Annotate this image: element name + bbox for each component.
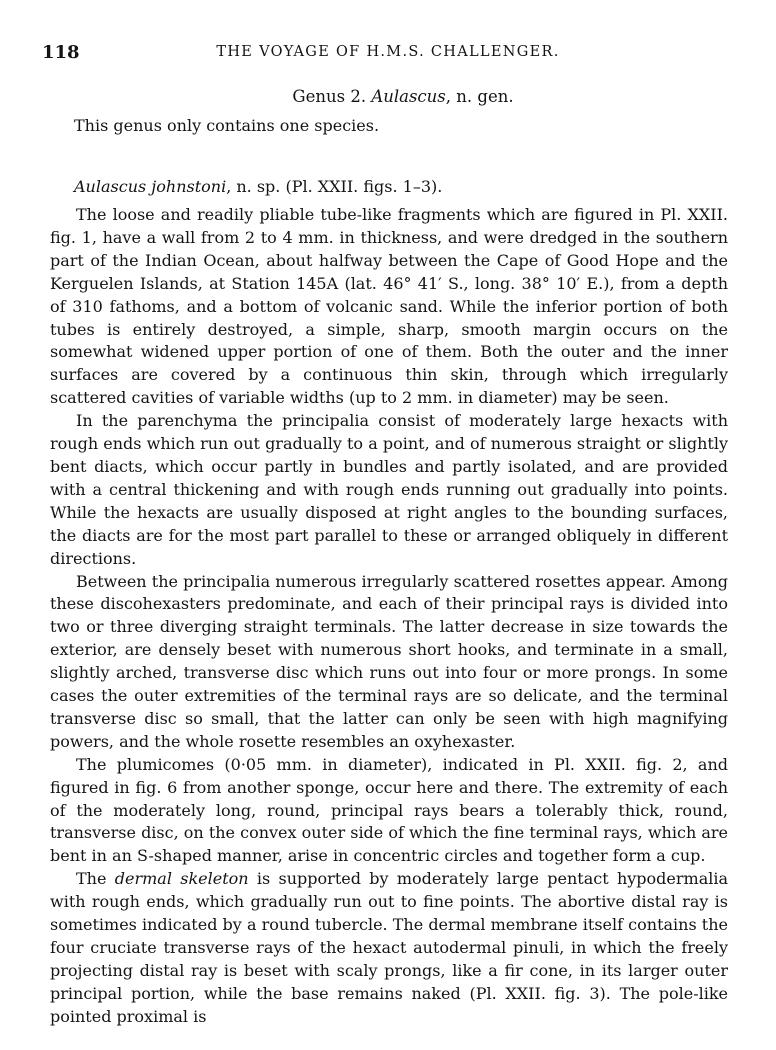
paragraph-3: Between the principalia numerous irregularly scattered rosettes appear. Among these discohexasters predominate, and each of their principal rays is divided into two or three diverging straight terminals. The latter decrease in size towards the exterior, are densely beset with numerous short hooks, and terminate in a small, slightly arched, transverse disc which runs out into four or more prongs. In some cases the outer extremities of the terminal rays are so delicate, and the terminal transverse disc so small, that the latter can only be seen with high magnifying powers, and the whole rosette resembles an oxyhexaster. [50,571,728,751]
species-heading [50,176,728,199]
paragraph-2: In the parenchyma the principalia consist of moderately large hexacts with rough ends which run out gradually to a point, and of numerous straight or slightly bent diacts, which occur partly in bundles and partly isolated, and are provided with a central thickening and with rough ends running out gradually into points. While the hexacts are usually disposed at right angles to the bounding surfaces, the diacts are for the most part parallel to these or arranged obliquely in different directions. [50,411,728,568]
species-reference: , n. sp. (Pl. XXII. figs. 1–3). [226,177,443,196]
species-description [50,204,728,1029]
page-header [42,42,734,64]
intro-sentence: This genus only contains one species. [74,116,380,135]
running-title: THE VOYAGE OF H.M.S. CHALLENGER. [216,44,560,60]
species-name: Aulascus johnstoni [74,177,227,196]
page-number: 118 [42,42,80,63]
genus-heading [0,87,776,106]
paragraph-5 [50,868,728,1028]
paragraph-1: The loose and readily pliable tube-like fragments which are figured in Pl. XXII. fig. 1, have a wall from 2 to 4 mm. in thickness, and were dredged in the southern part of the Indian Ocean, about halfway between the Cape of Good Hope and the Kerguelen Islands, at Station 145A (lat. 46° 41′ S., long. 38° 10′ E.), from a depth of 310 fathoms, and a bottom of volcanic sand. While the inferior portion of both tubes is entirely destroyed, a simple, sharp, smooth margin occurs on the somewhat widened upper portion of one of them. Both the outer and the inner surfaces are covered by a continuous thin skin, through which irregularly scattered cavities of variable widths (up to 2 mm. in diameter) may be seen. [50,205,728,408]
intro-text [50,115,728,138]
paragraph-5-rest: is supported by moderately large pentact hypodermalia with rough ends, which gradually run out to fine points. The abortive distal ray is sometimes indicated by a round tubercle. The dermal membrane itself contains the four cruciate transverse rays of the hexact autodermal pinuli, in which the freely projecting distal ray is beset with scaly prongs, like a fir cone, in its larger outer principal portion, while the base remains naked (Pl. XXII. fig. 3). The pole-like pointed proximal is [50,869,729,1026]
genus-suffix: , n. gen. [445,87,514,106]
genus-name: Aulascus [371,87,446,106]
paragraph-5-start: The [76,869,115,889]
genus-prefix: Genus 2. [292,87,372,106]
paragraph-4: The plumicomes (0·05 mm. in diameter), indicated in Pl. XXII. fig. 2, and figured in fig. 6 from another sponge, occur here and there. The extremity of each of the moderately long, round, principal rays bears a tolerably thick, round, transverse disc, on the convex outer side of which the fine terminal rays, which are bent in an S-shaped manner, arise in concentric circles and together form a cup. [50,754,728,866]
dermal-skeleton-term: dermal skeleton [114,869,249,889]
